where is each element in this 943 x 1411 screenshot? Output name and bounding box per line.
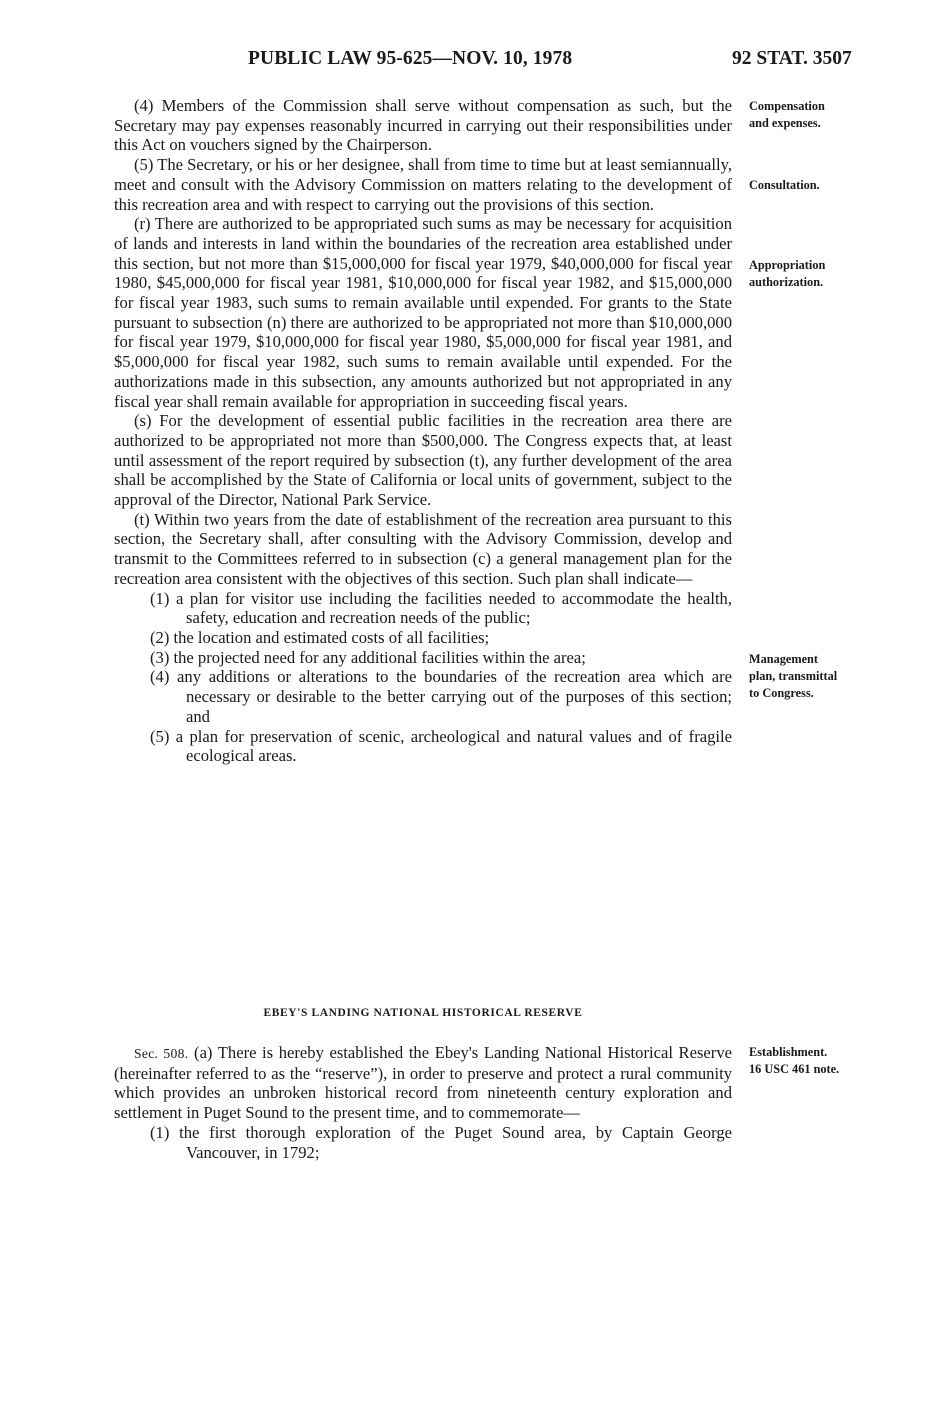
- note-line: Establishment.: [749, 1045, 828, 1059]
- note-line: plan, transmittal: [749, 668, 838, 683]
- margin-note-compensation: [749, 98, 884, 132]
- margin-note-establishment: [749, 1044, 884, 1078]
- note-line: Management: [749, 652, 818, 666]
- margin-note-management: [749, 651, 884, 701]
- paragraph-s: (s) For the development of essential public facilities in the recreation area there are authorized to be appropriated not more than $500,000. The Congress expects that, at least until assessment of the report required by subsection (t), any further development of the area shall be accomplished by the State of California or local units of government, subject to the approval of the Director, National Park Service.: [114, 411, 732, 510]
- running-header-title: PUBLIC LAW 95-625—NOV. 10, 1978: [248, 48, 573, 69]
- paragraph-t: (t) Within two years from the date of establishment of the recreation area pursuant to this section, the Secretary shall, after consulting with the Advisory Commission, develop and transmit to the Committees referred to in subsection (c) a general management plan for the recreation area consistent with the objectives of this section. Such plan shall indicate—: [114, 509, 732, 588]
- note-line: Compensation: [749, 99, 825, 113]
- note-line: authorization.: [749, 274, 824, 289]
- plan-item-2: (2) the location and estimated costs of all facilities;: [150, 627, 490, 647]
- plan-item-3: (3) the projected need for any additional facilities within the area;: [150, 647, 586, 667]
- paragraph-5: (5) The Secretary, or his or her designee, shall from time to time but at least semiannually, meet and consult with the Advisory Commission on matters relating to the development of this recreation area and with respect to carrying out the provisions of this section.: [114, 155, 732, 214]
- sec508-item-1: (1) the first thorough exploration of the Puget Sound area, by Captain George Vancouver, in 1792;: [150, 1122, 732, 1162]
- note-line: Consultation.: [749, 178, 820, 192]
- margin-note-appropriation: [749, 257, 884, 291]
- plan-item-1: (1) a plan for visitor use including the facilities needed to accommodate the health, safety, education and recreation needs of the public;: [150, 588, 732, 628]
- paragraph-4: (4) Members of the Commission shall serve without compensation as such, but the Secretary may pay expenses reasonably incurred in carrying out their responsibilities under this Act on vouchers signed by the Chairperson.: [114, 96, 732, 155]
- running-header-stat: 92 STAT. 3507: [732, 48, 852, 69]
- note-line: and expenses.: [749, 115, 821, 130]
- body-column-main: [114, 96, 732, 766]
- paragraph-r: (r) There are authorized to be appropriated such sums as may be necessary for acquisition of lands and interests in land within the boundaries of the recreation area established under this section, but not more than $15,000,000 for fiscal year 1979, $40,000,000 for fiscal year 1980, $45,000,000 for fiscal year 1981, $10,000,000 for fiscal year 1982, and $15,000,000 for fiscal year 1983, such sums to remain available until expended. For grants to the State pursuant to subsection (n) there are authorized to be appropriated not more than $10,000,000 for fiscal year 1979, $10,000,000 for fiscal year 1980, $5,000,000 for fiscal year 1981, and $5,000,000 for fiscal year 1982, such sums to remain available until expended. For the authorizations made in this subsection, any amounts authorized but not appropriated in any fiscal year shall remain available for appropriation in succeeding fiscal years.: [114, 214, 732, 411]
- body-column-sec508: [114, 1043, 732, 1162]
- plan-item-4: (4) any additions or alterations to the boundaries of the recreation area which are necessary or desirable to the better carrying out of the purposes of this section; and: [150, 667, 732, 726]
- margin-note-consultation: [749, 177, 884, 194]
- section-508-paragraph: [114, 1043, 732, 1123]
- note-line: to Congress.: [749, 685, 814, 700]
- section-label: Sec. 508.: [134, 1046, 189, 1061]
- section-heading: EBEY'S LANDING NATIONAL HISTORICAL RESERVE: [263, 1007, 583, 1019]
- section-508-text: (a) There is hereby established the Ebey's Landing National Historical Reserve (hereinafter referred to as the “reserve”), in order to preserve and protect a rural community which provides an unbroken historical record from nineteenth century exploration and settlement in Puget Sound to the present time, and to commemorate—: [114, 1043, 732, 1123]
- plan-item-5: (5) a plan for preservation of scenic, archeological and natural values and of fragile ecological areas.: [150, 726, 732, 766]
- note-line: 16 USC 461 note.: [749, 1061, 840, 1076]
- note-line: Appropriation: [749, 258, 826, 272]
